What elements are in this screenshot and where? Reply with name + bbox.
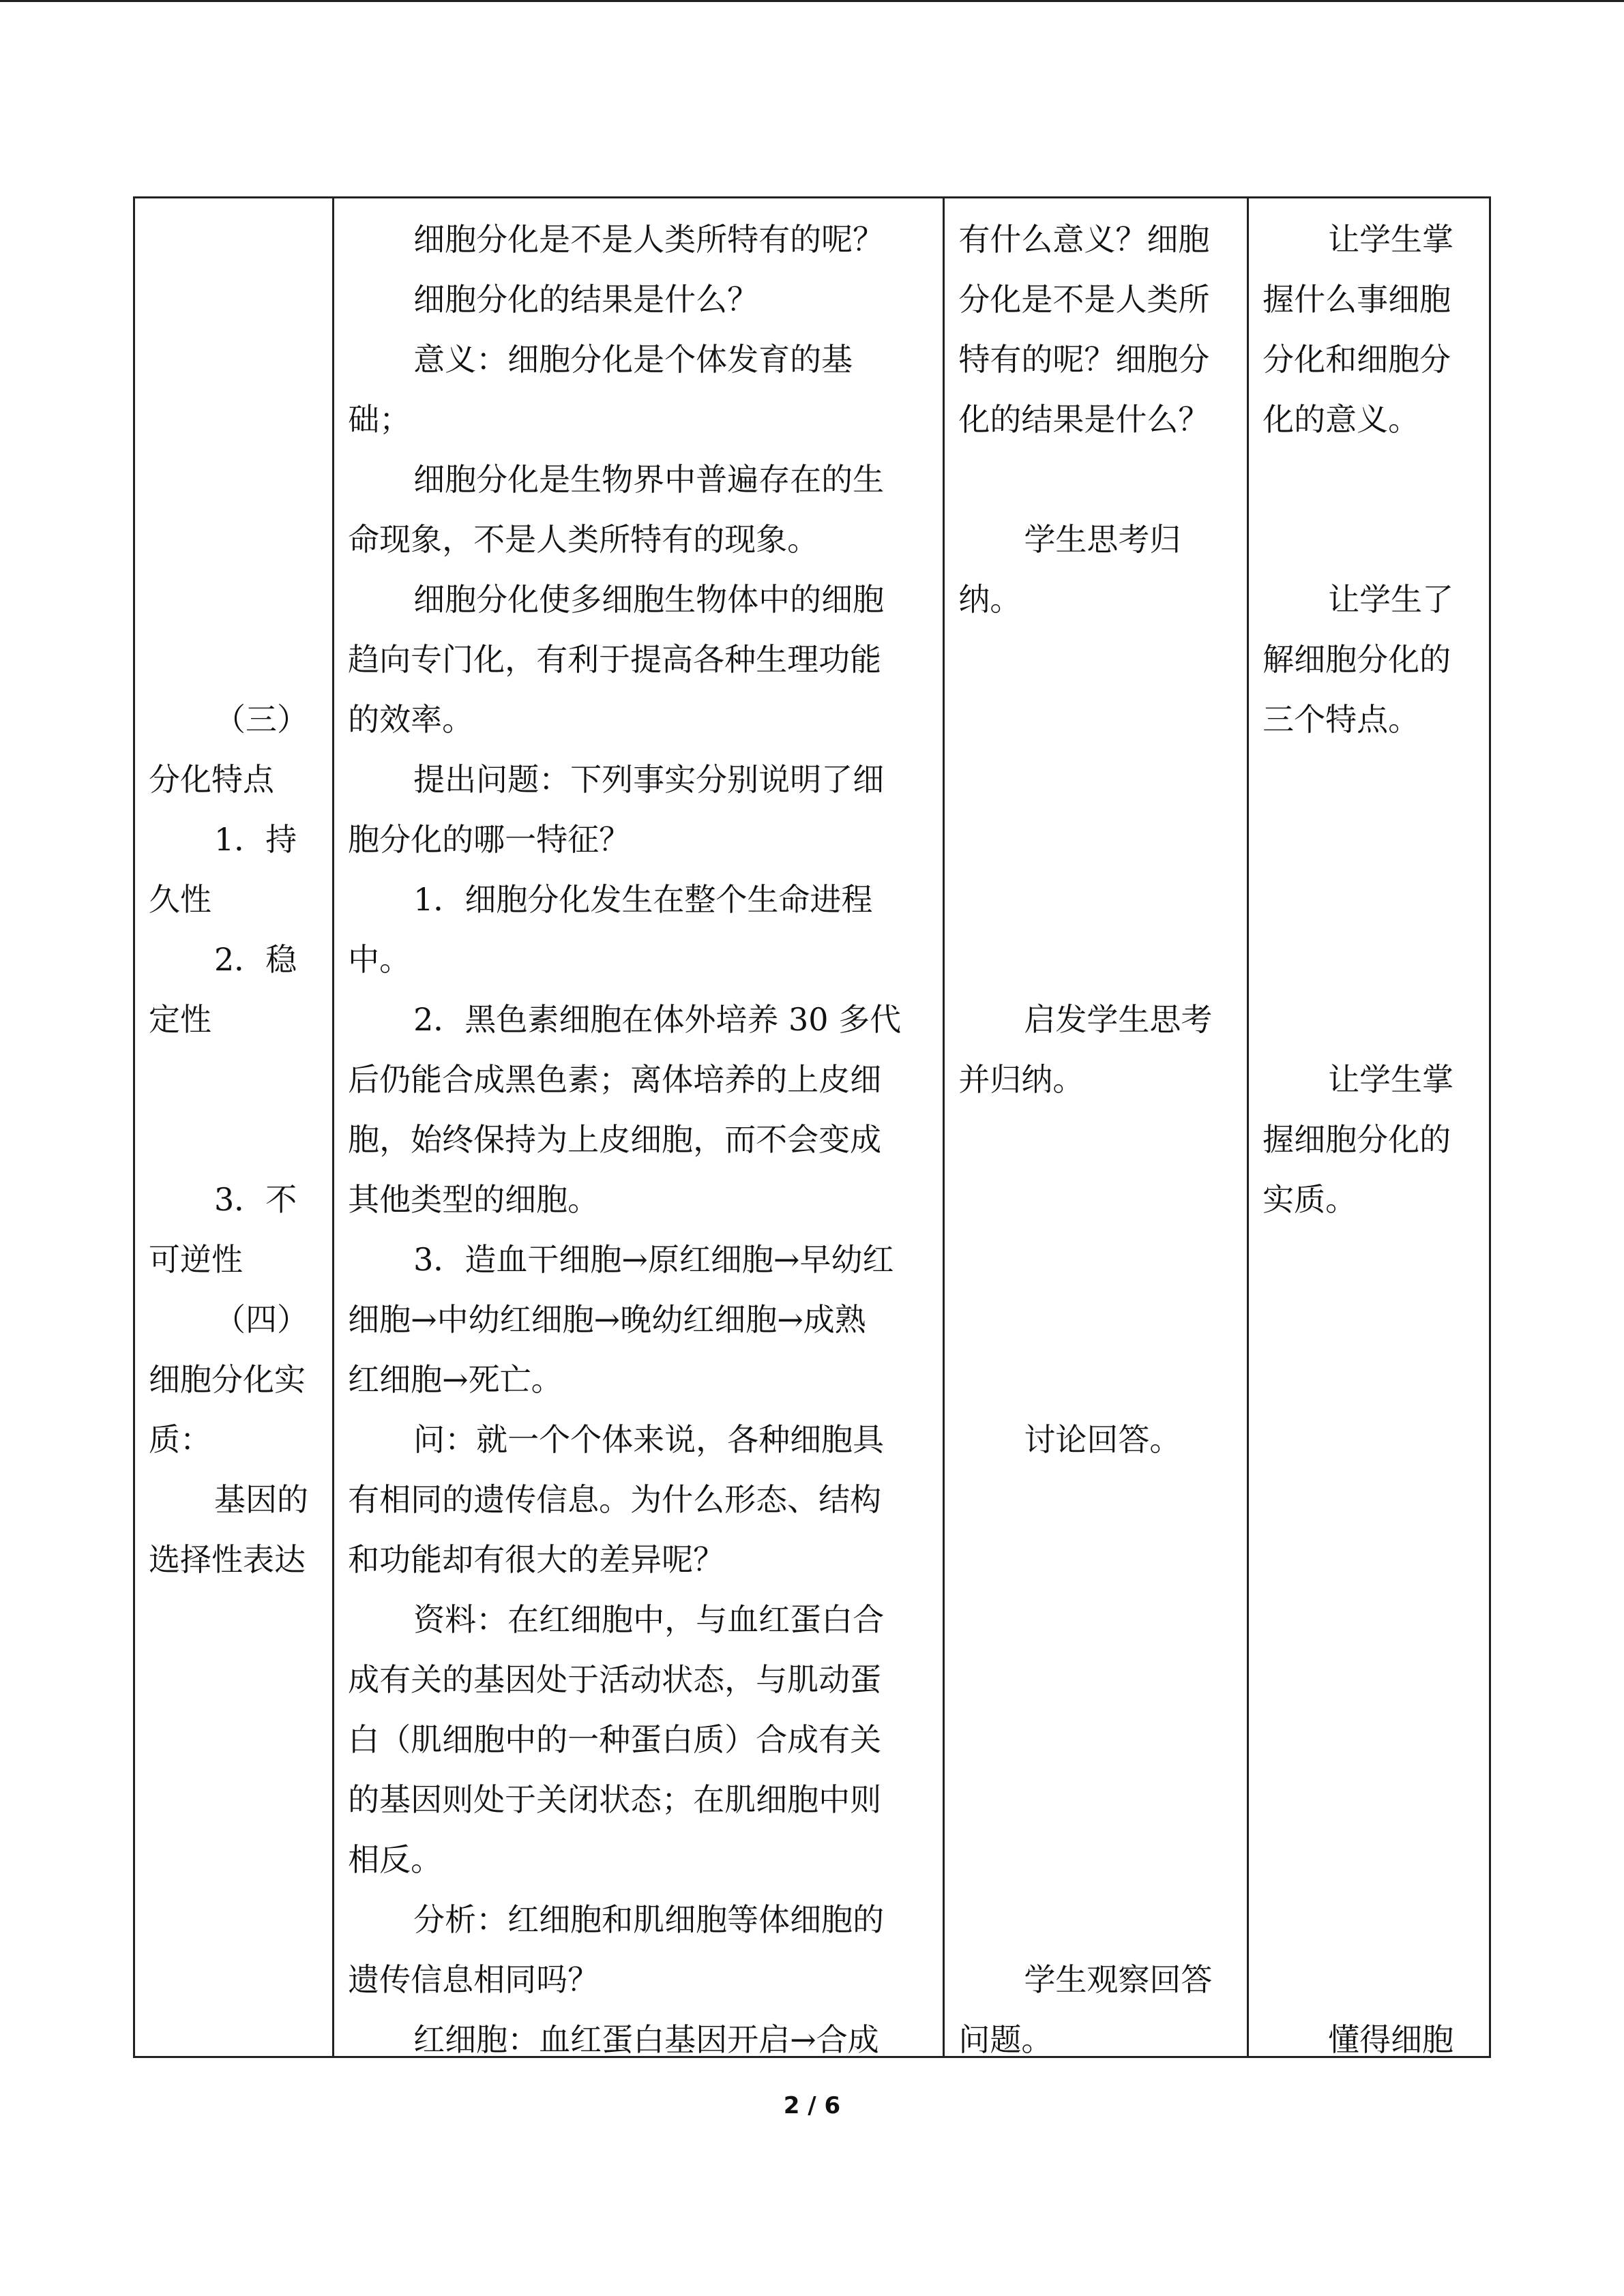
col1-text-line: 定性 xyxy=(149,1001,211,1038)
col2-text-line: 细胞分化使多细胞生物体中的细胞 xyxy=(413,581,885,618)
col2-text-line: 后仍能合成黑色素；离体培养的上皮细 xyxy=(348,1061,882,1098)
lesson-plan-table xyxy=(133,196,1491,2058)
col1-text-line: 久性 xyxy=(149,881,211,918)
col2-text-line: 础； xyxy=(348,401,411,438)
col3-text-line: 讨论回答。 xyxy=(1024,1421,1181,1458)
col2-text-line: 白（肌细胞中的一种蛋白质）合成有关 xyxy=(348,1721,882,1758)
col4-text-line: 实质。 xyxy=(1263,1181,1357,1218)
page-number: 2 / 6 xyxy=(783,2092,841,2119)
col3-text-line: 启发学生思考 xyxy=(1024,1001,1213,1038)
col3-text-line: 纳。 xyxy=(958,581,1022,618)
col2-text-line: 有相同的遗传信息。为什么形态、结构 xyxy=(348,1481,882,1518)
col2-text-line: 细胞分化是不是人类所特有的呢？ xyxy=(413,221,885,258)
col1-text-line: 3．不 xyxy=(214,1181,297,1218)
col1-text-line: 分化特点 xyxy=(149,761,274,798)
col1-text-line: （三） xyxy=(214,701,308,738)
top-border-line xyxy=(0,0,1624,2)
col2-text-line: 的效率。 xyxy=(348,701,474,738)
col2-text-line: 细胞→中幼红细胞→晚幼红细胞→成熟 xyxy=(348,1301,866,1338)
col1-text-line: 选择性表达 xyxy=(149,1541,306,1578)
col2-text-line: 细胞分化是生物界中普遍存在的生 xyxy=(413,461,885,498)
col4-text-line: 化的意义。 xyxy=(1263,401,1420,438)
col4-text-line: 懂得细胞 xyxy=(1328,2021,1454,2058)
col2-text-line: 细胞分化的结果是什么？ xyxy=(413,281,759,318)
col4-text-line: 分化和细胞分 xyxy=(1263,341,1451,378)
content-column xyxy=(135,198,332,2056)
col1-text-line: 2．稳 xyxy=(214,941,297,978)
col3-text-line: 学生思考归 xyxy=(1024,521,1181,558)
col2-text-line: 的基因则处于关闭状态；在肌细胞中则 xyxy=(348,1781,882,1818)
col2-text-line: 中。 xyxy=(348,941,411,978)
col2-text-line: 3．造血干细胞→原红细胞→早幼红 xyxy=(413,1241,894,1278)
col3-text-line: 问题。 xyxy=(958,2021,1053,2058)
col2-text-line: 红细胞：血红蛋白基因开启→合成 xyxy=(413,2021,879,2058)
col3-text-line: 学生观察回答 xyxy=(1024,1961,1213,1998)
col2-text-line: 遗传信息相同吗？ xyxy=(348,1961,600,1998)
col2-text-line: 成有关的基因处于活动状态，与肌动蛋 xyxy=(348,1661,882,1698)
col2-text-line: 趋向专门化，有利于提高各种生理功能 xyxy=(348,641,882,678)
col4-text-line: 让学生掌 xyxy=(1328,221,1454,258)
col3-text-line: 并归纳。 xyxy=(958,1061,1084,1098)
col2-text-line: 相反。 xyxy=(348,1841,443,1878)
col1-text-line: 基因的 xyxy=(214,1481,308,1518)
col1-text-line: 1．持 xyxy=(214,821,297,858)
col2-text-line: 红细胞→死亡。 xyxy=(348,1361,563,1398)
col2-text-line: 其他类型的细胞。 xyxy=(348,1181,600,1218)
col3-text-line: 分化是不是人类所 xyxy=(958,281,1210,318)
col4-text-line: 握什么事细胞 xyxy=(1263,281,1451,318)
col2-text-line: 资料：在红细胞中，与血红蛋白合 xyxy=(413,1601,885,1638)
col2-text-line: 2．黑色素细胞在体外培养 30 多代 xyxy=(413,1001,902,1038)
col1-text-line: （四） xyxy=(214,1301,308,1338)
col3-text-line: 有什么意义？细胞 xyxy=(958,221,1210,258)
col4-text-line: 让学生掌 xyxy=(1328,1061,1454,1098)
col2-text-line: 命现象，不是人类所特有的现象。 xyxy=(348,521,819,558)
col1-text-line: 细胞分化实 xyxy=(149,1361,306,1398)
design-intent-column xyxy=(1247,198,1489,2056)
col4-text-line: 握细胞分化的 xyxy=(1263,1121,1451,1158)
col2-text-line: 胞分化的哪一特征？ xyxy=(348,821,631,858)
col2-text-line: 胞，始终保持为上皮细胞，而不会变成 xyxy=(348,1121,882,1158)
teaching-process-column xyxy=(332,198,943,2056)
col2-text-line: 问：就一个个体来说，各种细胞具 xyxy=(413,1421,885,1458)
col4-text-line: 解细胞分化的 xyxy=(1263,641,1451,678)
col2-text-line: 意义：细胞分化是个体发育的基 xyxy=(413,341,853,378)
col2-text-line: 提出问题：下列事实分别说明了细 xyxy=(413,761,885,798)
col4-text-line: 三个特点。 xyxy=(1263,701,1420,738)
student-activity-column xyxy=(943,198,1247,2056)
col2-text-line: 分析：红细胞和肌细胞等体细胞的 xyxy=(413,1901,885,1938)
col1-text-line: 质： xyxy=(149,1421,211,1458)
col3-text-line: 化的结果是什么？ xyxy=(958,401,1210,438)
col4-text-line: 让学生了 xyxy=(1328,581,1454,618)
col2-text-line: 1．细胞分化发生在整个生命进程 xyxy=(413,881,873,918)
col1-text-line: 可逆性 xyxy=(149,1241,243,1278)
col3-text-line: 特有的呢？细胞分 xyxy=(958,341,1210,378)
col2-text-line: 和功能却有很大的差异呢？ xyxy=(348,1541,725,1578)
